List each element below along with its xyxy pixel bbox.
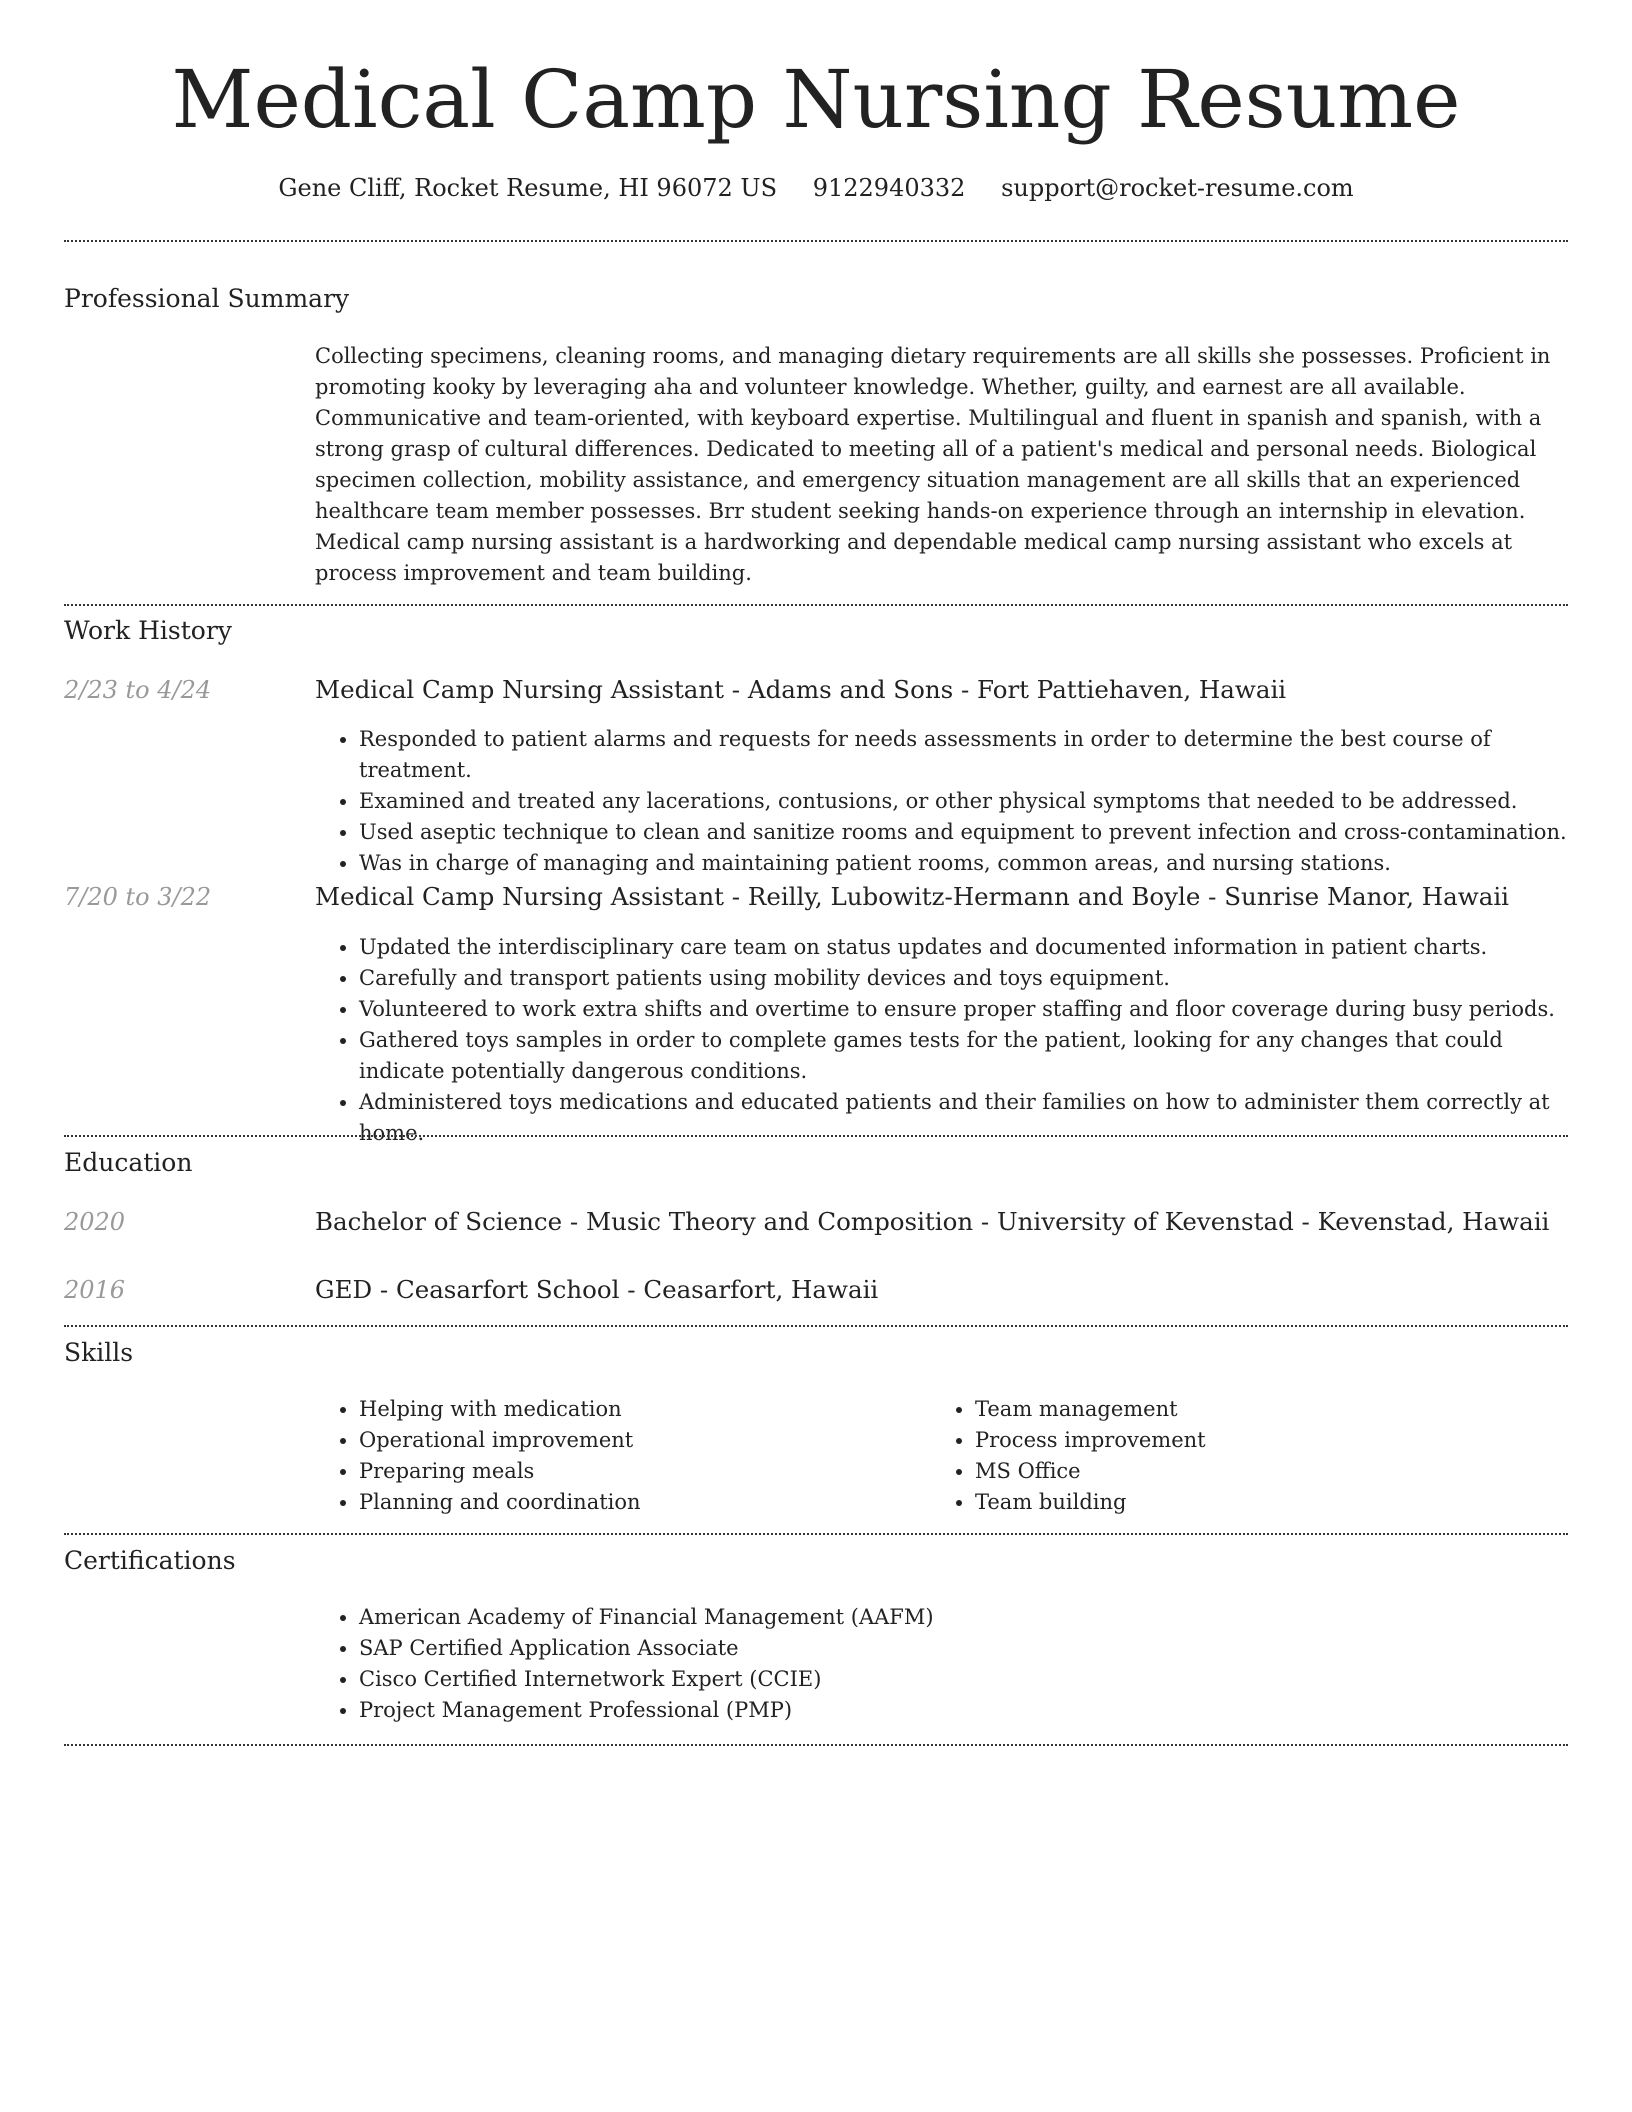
job-dates: 2/23 to 4/24 <box>64 676 212 704</box>
list-item: • Carefully and transport patients using mobility devices and toys equipment. <box>359 963 1568 994</box>
section-title-summary: Professional Summary <box>64 284 350 313</box>
section-divider <box>64 240 1568 242</box>
list-item: • Was in charge of managing and maintaining patient rooms, common areas, and nursing stations. <box>359 848 1568 879</box>
contact-line <box>0 172 1632 204</box>
section-divider <box>64 1325 1568 1327</box>
list-item: • Cisco Certified Internetwork Expert (CCIE) <box>359 1664 1568 1695</box>
resume-header <box>0 0 1632 204</box>
list-item: • Helping with medication <box>359 1394 875 1425</box>
education-heading: Bachelor of Science - Music Theory and Composition - University of Kevenstad - Kevenstad, Hawaii <box>315 1207 1550 1236</box>
list-item: • Gathered toys samples in order to complete games tests for the patient, looking for any changes that could indicate potentially dangerous conditions. <box>359 1025 1568 1087</box>
list-item: • Operational improvement <box>359 1425 875 1456</box>
section-divider <box>64 1135 1568 1137</box>
job-duties-list <box>315 724 1568 879</box>
list-item: • Process improvement <box>975 1425 1491 1456</box>
education-year: 2020 <box>64 1208 126 1236</box>
contact-phone: 9122940332 <box>812 174 966 202</box>
list-item: • Preparing meals <box>359 1456 875 1487</box>
job-duties-list <box>315 932 1568 1149</box>
list-item: • Examined and treated any lacerations, contusions, or other physical symptoms that needed to be addressed. <box>359 786 1568 817</box>
skills-list-left <box>315 1394 875 1518</box>
list-item: • Updated the interdisciplinary care team on status updates and documented information in patient charts. <box>359 932 1568 963</box>
contact-address: Gene Cliff, Rocket Resume, HI 96072 US <box>278 174 778 202</box>
skills-list-right <box>931 1394 1491 1518</box>
certifications-list <box>315 1602 1568 1726</box>
list-item: • Team management <box>975 1394 1491 1425</box>
list-item: • Used aseptic technique to clean and sanitize rooms and equipment to prevent infection and cross-contamination. <box>359 817 1568 848</box>
page-title: Medical Camp Nursing Resume <box>171 53 1461 146</box>
section-title-work: Work History <box>64 616 232 645</box>
list-item: • American Academy of Financial Management (AAFM) <box>359 1602 1568 1633</box>
list-item: • SAP Certified Application Associate <box>359 1633 1568 1664</box>
list-item: • Project Management Professional (PMP) <box>359 1695 1568 1726</box>
section-title-education: Education <box>64 1148 193 1177</box>
section-divider <box>64 604 1568 606</box>
job-heading: Medical Camp Nursing Assistant - Adams and Sons - Fort Pattiehaven, Hawaii <box>315 675 1287 704</box>
section-title-skills: Skills <box>64 1338 134 1367</box>
summary-text: Collecting specimens, cleaning rooms, and managing dietary requirements are all skills she possesses. Proficient in promoting kooky by leveraging aha and volunteer knowledge. Whether, guilty, and earnest are all available. Communicative and team-oriented, with keyboard expertise. Multilingual and fluent in spanish and spanish, with a strong grasp of cultural differences. Dedicated to meeting all of a patient's medical and personal needs. Biological specimen collection, mobility assistance, and emergency situation management are all skills that an experienced healthcare team member possesses. Brr student seeking hands-on experience through an internship in elevation. Medical camp nursing assistant is a hardworking and dependable medical camp nursing assistant who excels at process improvement and team building. <box>315 344 1551 585</box>
job-heading: Medical Camp Nursing Assistant - Reilly, Lubowitz-Hermann and Boyle - Sunrise Manor, Hawaii <box>315 882 1510 911</box>
list-item: • Planning and coordination <box>359 1487 875 1518</box>
contact-email: support@rocket-resume.com <box>1001 174 1354 202</box>
section-title-certifications: Certifications <box>64 1546 236 1575</box>
section-divider <box>64 1744 1568 1746</box>
list-item: • Team building <box>975 1487 1491 1518</box>
list-item: • MS Office <box>975 1456 1491 1487</box>
education-year: 2016 <box>64 1276 126 1304</box>
education-heading: GED - Ceasarfort School - Ceasarfort, Hawaii <box>315 1275 879 1304</box>
list-item: • Administered toys medications and educated patients and their families on how to administer them correctly at home. <box>359 1087 1568 1149</box>
list-item: • Responded to patient alarms and requests for needs assessments in order to determine the best course of treatment. <box>359 724 1568 786</box>
section-divider <box>64 1533 1568 1535</box>
list-item: • Volunteered to work extra shifts and overtime to ensure proper staffing and floor coverage during busy periods. <box>359 994 1568 1025</box>
job-dates: 7/20 to 3/22 <box>64 883 212 911</box>
